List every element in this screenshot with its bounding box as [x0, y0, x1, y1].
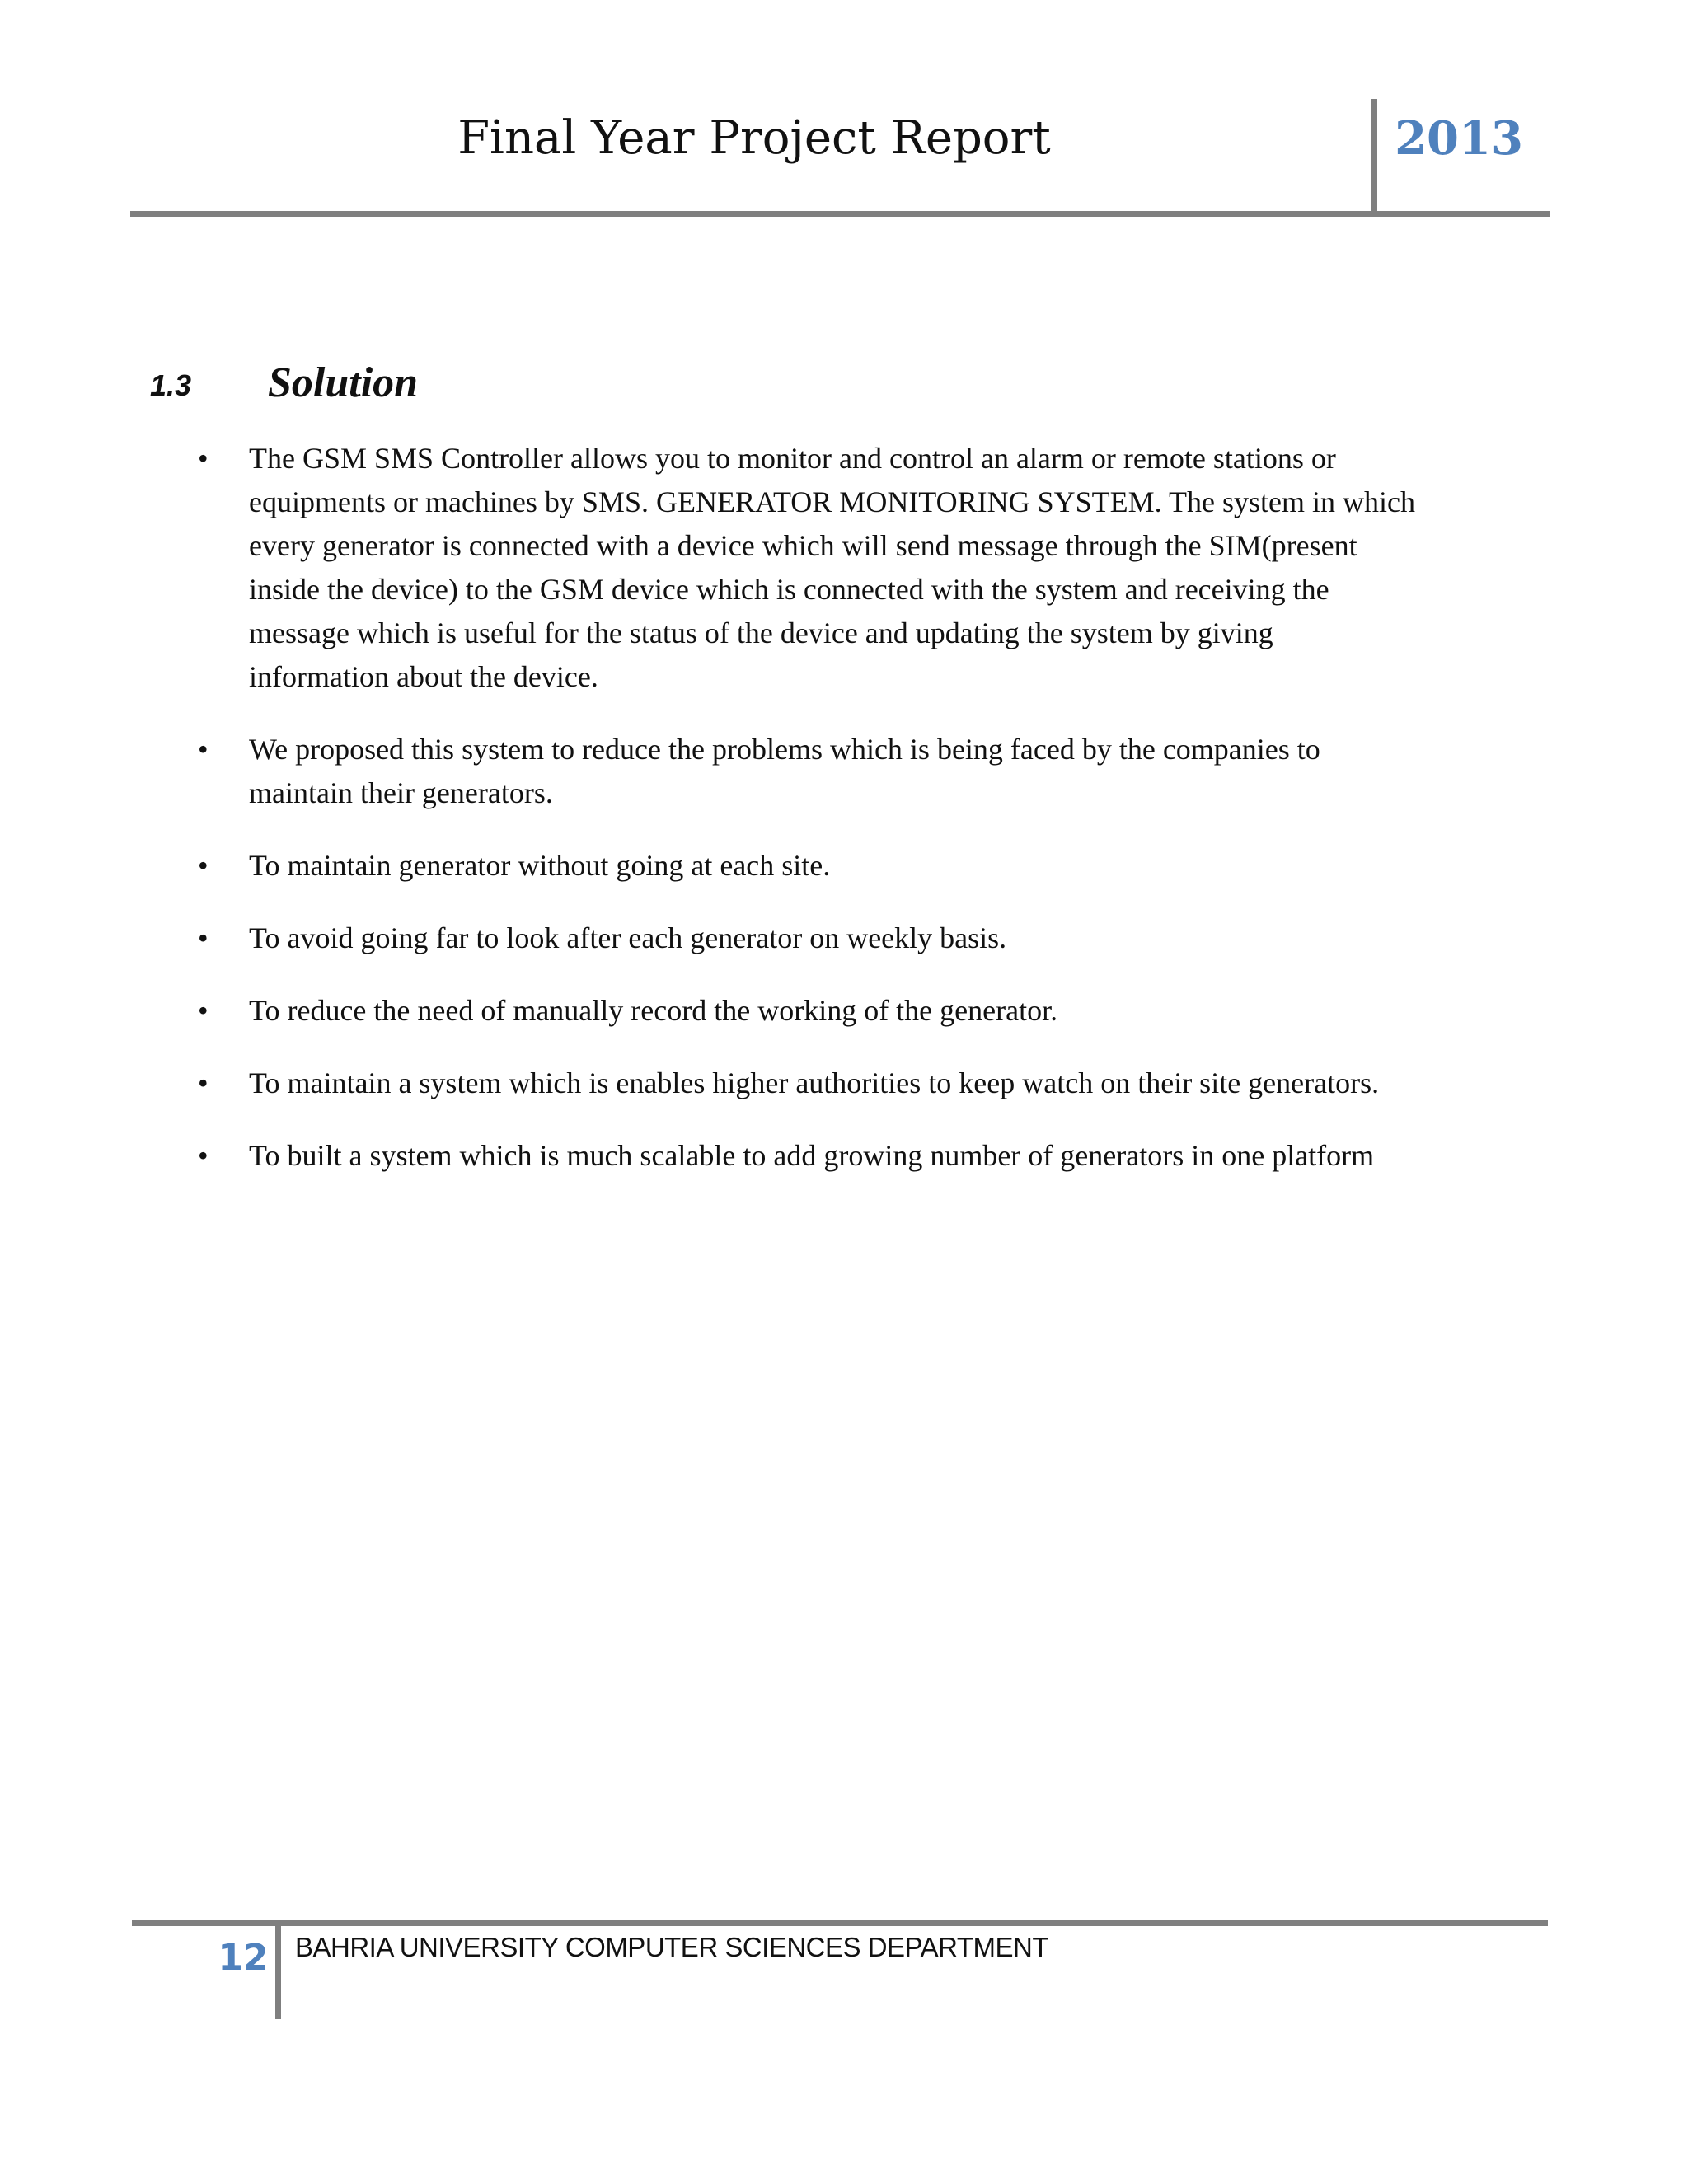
- list-item: [198, 916, 1418, 960]
- list-item: [198, 728, 1418, 815]
- footer-department: BAHRIA UNIVERSITY COMPUTER SCIENCES DEPARTMENT: [295, 1932, 1048, 1962]
- bullet-icon: •: [198, 1066, 209, 1099]
- list-item: [198, 437, 1418, 699]
- report-title: Final Year Project Report: [457, 111, 1051, 165]
- list-item: [198, 844, 1418, 888]
- footer-rule: [132, 1920, 1548, 1926]
- header-divider: [1372, 99, 1377, 216]
- list-item: [198, 1134, 1418, 1178]
- list-item-text: To avoid going far to look after each generator on weekly basis.: [249, 921, 1007, 954]
- bullet-icon: •: [198, 994, 209, 1027]
- bullet-icon: •: [198, 849, 209, 882]
- section-number: 1.3: [150, 368, 192, 402]
- solution-bullet-list: [198, 437, 1418, 1207]
- list-item-text: To built a system which is much scalable to add growing number of generators in one platform: [249, 1139, 1375, 1172]
- list-item-text: To maintain a system which is enables higher authorities to keep watch on their site generators.: [249, 1066, 1380, 1099]
- list-item-text: To maintain generator without going at each site.: [249, 849, 831, 882]
- bullet-icon: •: [198, 733, 209, 766]
- page-number: 12: [218, 1937, 269, 1979]
- list-item: [198, 1062, 1418, 1105]
- section-title: Solution: [268, 359, 419, 406]
- list-item-text: To reduce the need of manually record the working of the generator.: [249, 994, 1058, 1027]
- list-item-text: We proposed this system to reduce the problems which is being faced by the companies to maintain their generators.: [249, 733, 1320, 809]
- bullet-icon: •: [198, 442, 209, 475]
- report-year: 2013: [1395, 111, 1523, 166]
- footer-divider: [275, 1924, 281, 2019]
- list-item: [198, 989, 1418, 1033]
- bullet-icon: •: [198, 921, 209, 954]
- bullet-icon: •: [198, 1139, 209, 1172]
- header-rule: [130, 211, 1550, 217]
- list-item-text: The GSM SMS Controller allows you to monitor and control an alarm or remote stations or equipments or machines by SMS. GENERATOR MONITORING SYSTEM. The system in which every generator is connected with a device which will send message through the SIM(present inside the device) to the GSM device which is connected with the system and receiving the message which is useful for the status of the device and updating the system by giving information about the device.: [249, 442, 1415, 693]
